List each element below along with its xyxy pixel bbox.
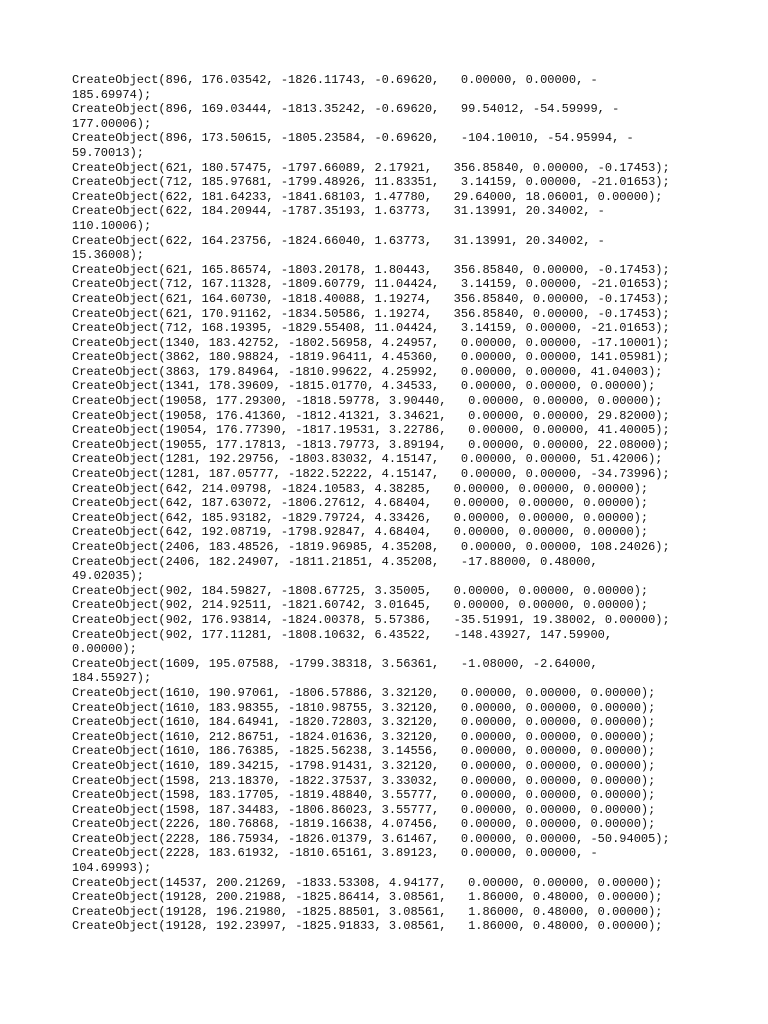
code-line: CreateObject(1341, 178.39609, -1815.01770, 4.34533, 0.00000, 0.00000, 0.00000); — [72, 379, 656, 394]
code-line: CreateObject(622, 184.20944, -1787.35193, 1.63773, 31.13991, 20.34002, - — [72, 204, 605, 219]
code-line: CreateObject(642, 185.93182, -1829.79724, 4.33426, 0.00000, 0.00000, 0.00000); — [72, 510, 649, 525]
code-line: CreateObject(642, 187.63072, -1806.27612, 4.68404, 0.00000, 0.00000, 0.00000); — [72, 496, 649, 511]
code-line: 59.70013); — [72, 145, 145, 160]
code-line: CreateObject(19055, 177.17813, -1813.79773, 3.89194, 0.00000, 0.00000, 22.08000); — [72, 437, 670, 452]
code-line: 15.36008); — [72, 248, 145, 263]
code-line: CreateObject(19058, 177.29300, -1818.59778, 3.90440, 0.00000, 0.00000, 0.00000); — [72, 394, 663, 409]
code-line: CreateObject(19128, 200.21988, -1825.86414, 3.08561, 1.86000, 0.48000, 0.00000); — [72, 890, 663, 905]
code-line: CreateObject(19054, 176.77390, -1817.19531, 3.22786, 0.00000, 0.00000, 41.40005); — [72, 423, 670, 438]
code-line: CreateObject(712, 168.19395, -1829.55408, 11.04424, 3.14159, 0.00000, -21.01653); — [72, 321, 670, 336]
code-line: 49.02035); — [72, 569, 145, 584]
code-line: CreateObject(1610, 212.86751, -1824.01636, 3.32120, 0.00000, 0.00000, 0.00000); — [72, 729, 656, 744]
code-line: CreateObject(1340, 183.42752, -1802.56958, 4.24957, 0.00000, 0.00000, -17.10001); — [72, 335, 670, 350]
code-line: CreateObject(621, 180.57475, -1797.66089, 2.17921, 356.85840, 0.00000, -0.17453); — [72, 160, 670, 175]
code-line: CreateObject(1610, 189.34215, -1798.91431, 3.32120, 0.00000, 0.00000, 0.00000); — [72, 758, 656, 773]
code-line: 0.00000); — [72, 642, 137, 657]
code-line: CreateObject(1609, 195.07588, -1799.38318, 3.56361, -1.08000, -2.64000, — [72, 656, 598, 671]
code-line: CreateObject(896, 173.50615, -1805.23584, -0.69620, -104.10010, -54.95994, - — [72, 131, 634, 146]
code-line: CreateObject(2226, 180.76868, -1819.16638, 4.07456, 0.00000, 0.00000, 0.00000); — [72, 817, 656, 832]
code-line: CreateObject(2406, 183.48526, -1819.96985, 4.35208, 0.00000, 0.00000, 108.24026); — [72, 540, 670, 554]
code-line: CreateObject(19128, 196.21980, -1825.88501, 3.08561, 1.86000, 0.48000, 0.00000); — [72, 904, 663, 919]
code-line: CreateObject(2406, 182.24907, -1811.21851, 4.35208, -17.88000, 0.48000, — [72, 554, 598, 569]
code-line: CreateObject(19128, 192.23997, -1825.91833, 3.08561, 1.86000, 0.48000, 0.00000); — [72, 919, 663, 934]
code-line: 185.69974); — [72, 87, 152, 102]
code-line: CreateObject(2228, 183.61932, -1810.65161, 3.89123, 0.00000, 0.00000, - — [72, 846, 598, 861]
code-line: CreateObject(1610, 186.76385, -1825.56238, 3.14556, 0.00000, 0.00000, 0.00000); — [72, 744, 656, 759]
code-line: 184.55927); — [72, 671, 152, 686]
code-line: CreateObject(621, 170.91162, -1834.50586, 1.19274, 356.85840, 0.00000, -0.17453); — [72, 306, 670, 321]
code-line: CreateObject(1281, 192.29756, -1803.83032, 4.15147, 0.00000, 0.00000, 51.42006); — [72, 452, 663, 467]
code-line: 177.00006); — [72, 116, 152, 131]
code-line: CreateObject(902, 184.59827, -1808.67725, 3.35005, 0.00000, 0.00000, 0.00000); — [72, 583, 649, 598]
code-line: CreateObject(19058, 176.41360, -1812.41321, 3.34621, 0.00000, 0.00000, 29.82000); — [72, 408, 670, 423]
code-line: CreateObject(3862, 180.98824, -1819.96411, 4.45360, 0.00000, 0.00000, 141.05981); — [72, 350, 670, 365]
document-page — [72, 73, 712, 934]
code-line: CreateObject(1610, 184.64941, -1820.72803, 3.32120, 0.00000, 0.00000, 0.00000); — [72, 715, 656, 730]
code-line: CreateObject(14537, 200.21269, -1833.53308, 4.94177, 0.00000, 0.00000, 0.00000); — [72, 875, 663, 890]
code-line: CreateObject(642, 192.08719, -1798.92847, 4.68404, 0.00000, 0.00000, 0.00000); — [72, 525, 649, 540]
code-line: CreateObject(896, 169.03444, -1813.35242, -0.69620, 99.54012, -54.59999, - — [72, 102, 620, 117]
code-line: CreateObject(896, 176.03542, -1826.11743, -0.69620, 0.00000, 0.00000, - — [72, 73, 598, 87]
code-line: CreateObject(622, 164.23756, -1824.66040, 1.63773, 31.13991, 20.34002, - — [72, 233, 605, 248]
code-line: CreateObject(642, 214.09798, -1824.10583, 4.38285, 0.00000, 0.00000, 0.00000); — [72, 481, 649, 496]
code-line: 110.10006); — [72, 218, 152, 233]
code-line: CreateObject(902, 177.11281, -1808.10632, 6.43522, -148.43927, 147.59900, — [72, 627, 613, 642]
code-line: 104.69993); — [72, 861, 152, 876]
code-line: CreateObject(621, 164.60730, -1818.40088, 1.19274, 356.85840, 0.00000, -0.17453); — [72, 291, 670, 306]
code-line: CreateObject(2228, 186.75934, -1826.01379, 3.61467, 0.00000, 0.00000, -50.94005); — [72, 831, 670, 846]
code-line: CreateObject(1598, 213.18370, -1822.37537, 3.33032, 0.00000, 0.00000, 0.00000); — [72, 773, 656, 788]
code-line: CreateObject(712, 167.11328, -1809.60779, 11.04424, 3.14159, 0.00000, -21.01653); — [72, 277, 670, 292]
code-line: CreateObject(712, 185.97681, -1799.48926, 11.83351, 3.14159, 0.00000, -21.01653); — [72, 175, 670, 190]
code-line: CreateObject(1281, 187.05777, -1822.52222, 4.15147, 0.00000, 0.00000, -34.73996); — [72, 467, 670, 482]
code-line: CreateObject(3863, 179.84964, -1810.99622, 4.25992, 0.00000, 0.00000, 41.04003); — [72, 364, 663, 379]
code-line: CreateObject(902, 176.93814, -1824.00378, 5.57386, -35.51991, 19.38002, 0.00000); — [72, 612, 670, 627]
code-line: CreateObject(1598, 183.17705, -1819.48840, 3.55777, 0.00000, 0.00000, 0.00000); — [72, 788, 656, 803]
code-line: CreateObject(1598, 187.34483, -1806.86023, 3.55777, 0.00000, 0.00000, 0.00000); — [72, 802, 656, 817]
code-line: CreateObject(621, 165.86574, -1803.20178, 1.80443, 356.85840, 0.00000, -0.17453); — [72, 262, 670, 277]
code-line: CreateObject(1610, 183.98355, -1810.98755, 3.32120, 0.00000, 0.00000, 0.00000); — [72, 700, 656, 715]
code-line: CreateObject(622, 181.64233, -1841.68103, 1.47780, 29.64000, 18.06001, 0.00000); — [72, 189, 663, 204]
code-line: CreateObject(1610, 190.97061, -1806.57886, 3.32120, 0.00000, 0.00000, 0.00000); — [72, 685, 656, 700]
code-line: CreateObject(902, 214.92511, -1821.60742, 3.01645, 0.00000, 0.00000, 0.00000); — [72, 598, 649, 613]
